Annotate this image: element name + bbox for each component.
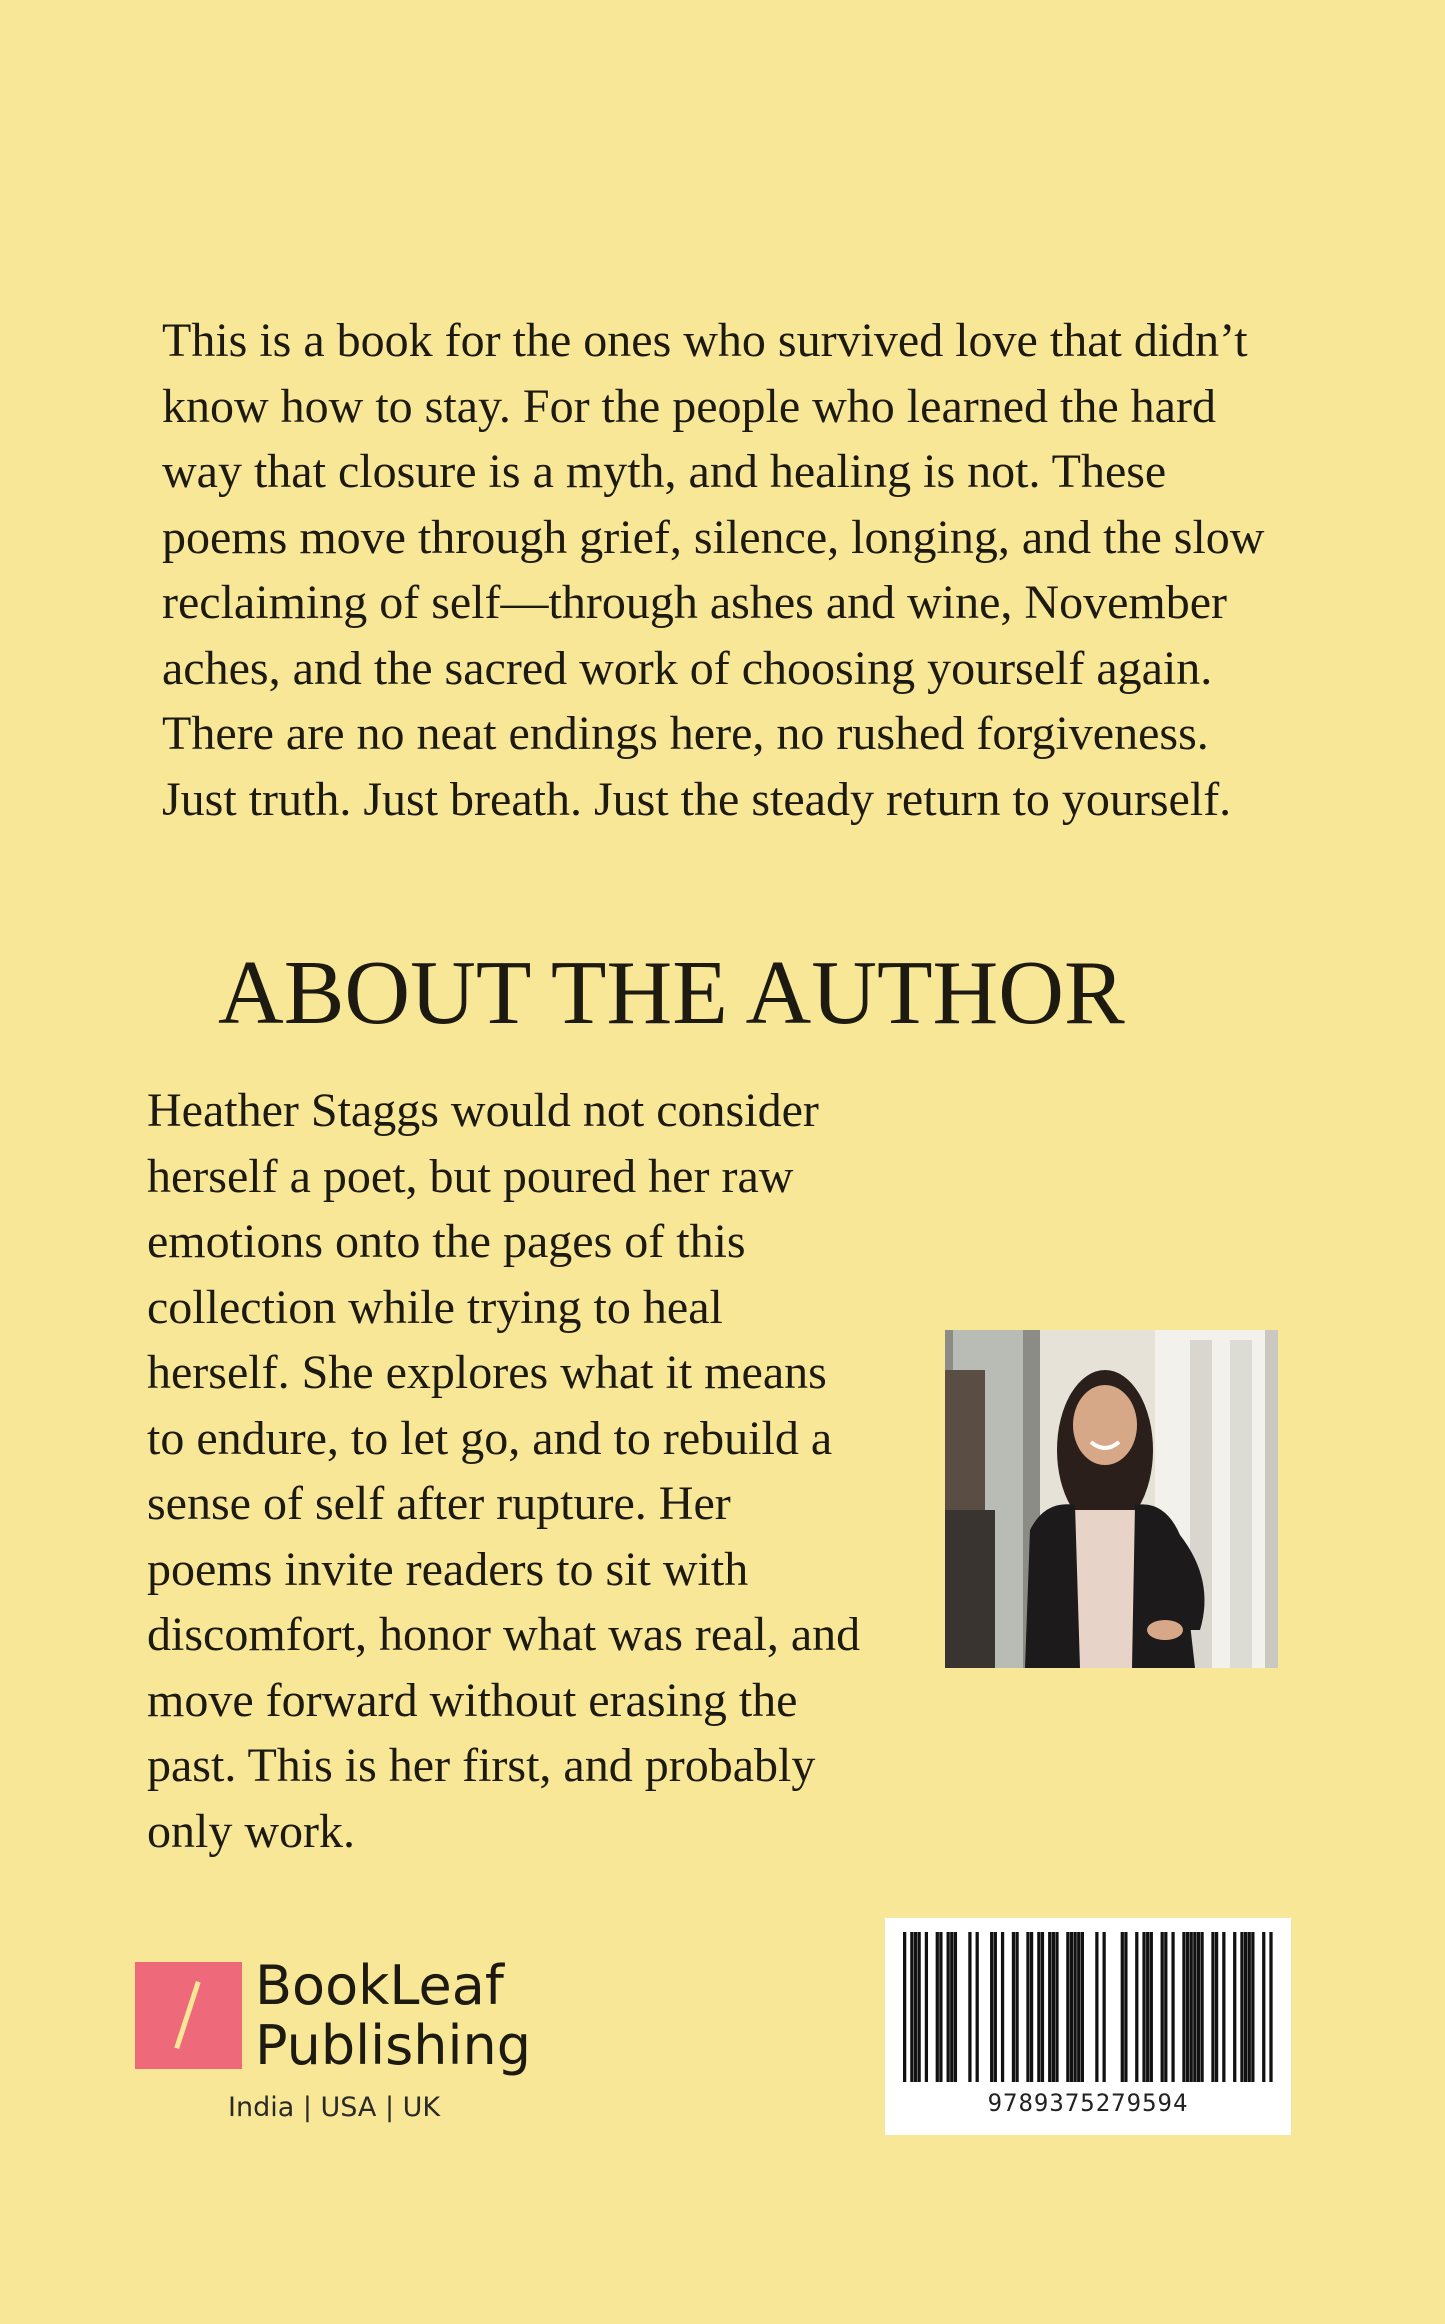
barcode-bar (1037, 1932, 1040, 2082)
publisher-logo (135, 1954, 555, 2132)
barcode-bar (1190, 1932, 1193, 2082)
barcode-bar (1015, 1932, 1018, 2082)
barcode-bar (1150, 1932, 1153, 2082)
author-photo (945, 1330, 1278, 1668)
barcode-bar (1244, 1932, 1247, 2082)
bio-line: move forward without erasing the (147, 1673, 798, 1727)
barcode-bar (1222, 1932, 1225, 2082)
publisher-name-line2: Publishing (255, 2014, 531, 2077)
barcode-bar (1262, 1932, 1265, 2082)
barcode-bar (994, 1932, 997, 2082)
barcode-bar (1161, 1932, 1164, 2082)
barcode-bar (1001, 1932, 1004, 2082)
blurb-line: reclaiming of self—through ashes and wine, November (162, 576, 1228, 629)
isbn-barcode (885, 1918, 1291, 2135)
barcode-bar (1070, 1932, 1073, 2082)
barcode-bar (918, 1932, 921, 2082)
barcode-bar (1193, 1932, 1196, 2082)
bio-line: herself. She explores what it means (147, 1346, 827, 1399)
barcode-bar (1200, 1932, 1203, 2082)
bio-line: poems invite readers to sit with (147, 1542, 749, 1596)
barcode-bar (968, 1932, 971, 2082)
barcode-bar (1026, 1932, 1029, 2082)
bio-line: sense of self after rupture. Her (147, 1477, 731, 1530)
barcode-bar (990, 1932, 993, 2082)
bio-line: Heather Staggs would not consider (147, 1084, 819, 1137)
blurb-line: know how to stay. For the people who learned the hard (162, 379, 1216, 433)
barcode-bar (1077, 1932, 1080, 2082)
blurb-line: way that closure is a myth, and healing is not. These (162, 445, 1167, 498)
bio-line: collection while trying to heal (147, 1280, 723, 1334)
bio-line: discomfort, honor what was real, and (147, 1608, 861, 1661)
barcode-bar (1041, 1932, 1044, 2082)
barcode-bar (1146, 1932, 1149, 2082)
barcode-bar (1251, 1932, 1254, 2082)
barcode-bar (1048, 1932, 1051, 2082)
barcode-bar (1164, 1932, 1167, 2082)
barcode-bar (910, 1932, 913, 2082)
barcode-bar (1124, 1932, 1127, 2082)
barcode-icon (885, 1918, 1291, 2086)
barcode-bar (954, 1932, 957, 2082)
barcode-bar (1197, 1932, 1200, 2082)
barcode-bar (1269, 1932, 1272, 2082)
barcode-bar (950, 1932, 953, 2082)
blurb-line: aches, and the sacred work of choosing yourself again. (162, 641, 1213, 695)
blurb-line: There are no neat endings here, no rushed forgiveness. (162, 707, 1209, 760)
publisher-name-line1: BookLeaf (255, 1954, 504, 2017)
blurb-line: poems move through grief, silence, longing, and the slow (162, 510, 1265, 564)
barcode-bar (1240, 1932, 1243, 2082)
bio-line: to endure, to let go, and to rebuild a (147, 1411, 833, 1465)
barcode-bar (914, 1932, 917, 2082)
bio-line: only work. (147, 1804, 355, 1858)
bio-line: emotions onto the pages of this (147, 1215, 746, 1268)
barcode-bar (1211, 1932, 1214, 2082)
barcode-bar (1186, 1932, 1189, 2082)
barcode-bar (947, 1932, 950, 2082)
back-cover-blurb (162, 308, 1332, 832)
barcode-bar (1233, 1932, 1236, 2082)
isbn-number: 9789375279594 (987, 2089, 1189, 2117)
barcode-bar (1012, 1932, 1015, 2082)
barcode-bar (939, 1932, 942, 2082)
blurb-line: This is a book for the ones who survived love that didn’t (162, 314, 1248, 367)
barcode-bar (1095, 1932, 1098, 2082)
barcode-bar (1142, 1932, 1145, 2082)
bookleaf-mark-icon (135, 1962, 242, 2069)
publisher-name (255, 1956, 531, 2076)
barcode-bar (1103, 1932, 1106, 2082)
barcode-bar (1248, 1932, 1251, 2082)
barcode-bar (1081, 1932, 1084, 2082)
barcode-bar (1171, 1932, 1174, 2082)
about-author-heading: ABOUT THE AUTHOR (218, 942, 1125, 1043)
bio-line: herself a poet, but poured her raw (147, 1149, 794, 1203)
barcode-bar (1030, 1932, 1033, 2082)
barcode-bar (1055, 1932, 1058, 2082)
barcode-bar (1215, 1932, 1218, 2082)
barcode-bar (1073, 1932, 1076, 2082)
blurb-line: Just truth. Just breath. Just the steady return to yourself. (162, 772, 1232, 826)
barcode-bar (936, 1932, 939, 2082)
author-bio (147, 1078, 907, 1864)
barcode-bar (903, 1932, 906, 2082)
barcode-bar (1135, 1932, 1138, 2082)
barcode-bar (925, 1932, 928, 2082)
barcode-bar (1066, 1932, 1069, 2082)
barcode-bar (1182, 1932, 1185, 2082)
publisher-locations: India | USA | UK (228, 2092, 441, 2123)
barcode-bar (1121, 1932, 1124, 2082)
bio-line: past. This is her first, and probably (147, 1739, 816, 1792)
barcode-bar (1052, 1932, 1055, 2082)
barcode-bar (976, 1932, 979, 2082)
